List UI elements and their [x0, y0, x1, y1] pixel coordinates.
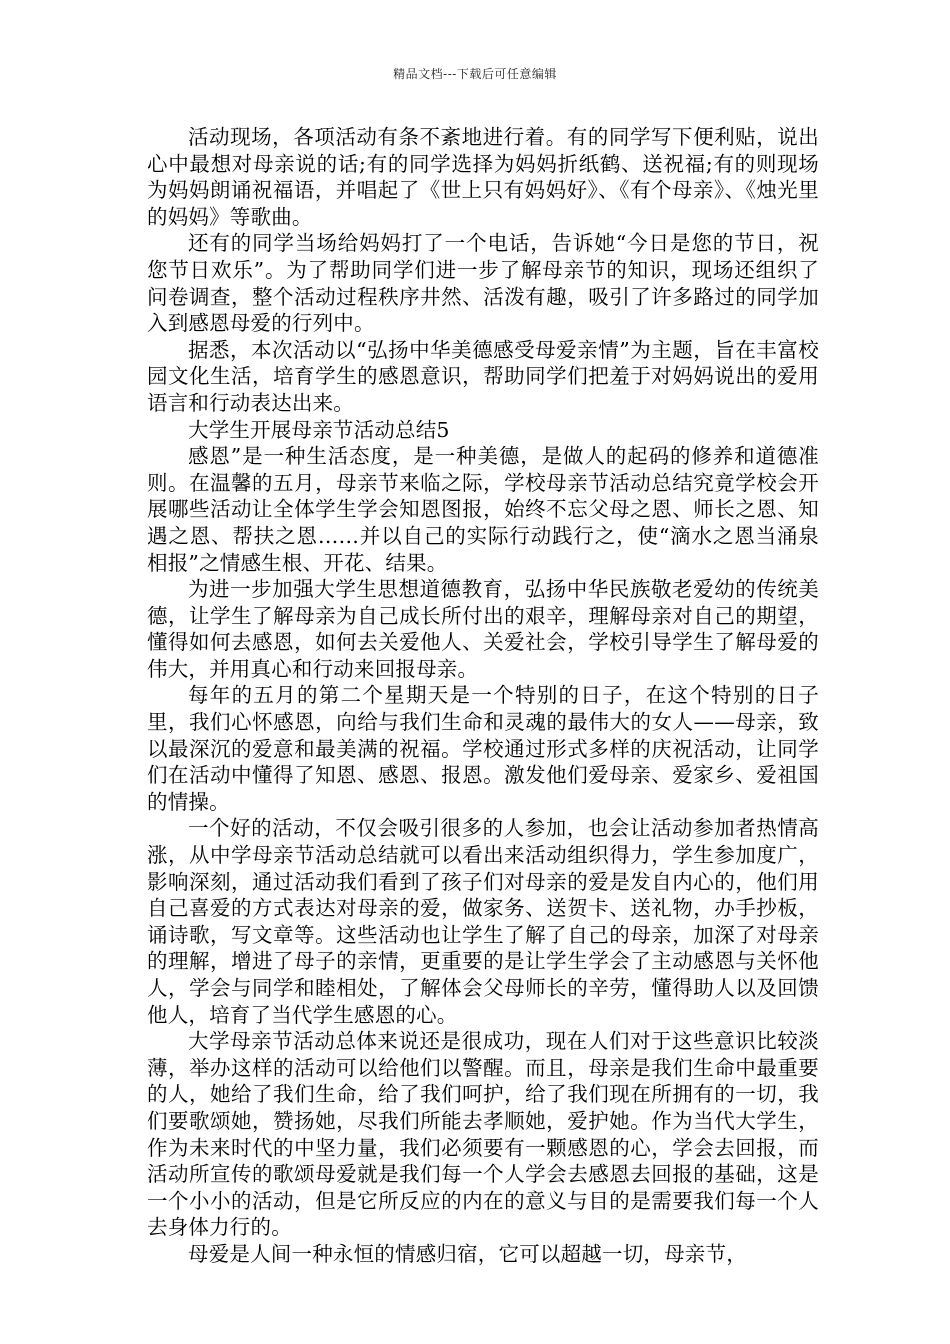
paragraph-theme: 据悉，本次活动以“弘扬中华美德感受母爱亲情”为主题，旨在丰富校园文化生活，培育学生的感恩意识，帮助同学们把羞于对妈妈说出的爱用语言和行动表达出来。	[147, 337, 819, 415]
document-body	[147, 124, 819, 1268]
paragraph-activity-scene: 活动现场，各项活动有条不紊地进行着。有的同学写下便利贴，说出心中最想对母亲说的话;有的同学选择为妈妈折纸鹤、送祝福;有的则现场为妈妈朗诵祝福语，并唱起了《世上只有妈妈好》、《有个母亲》、《烛光里的妈妈》等歌曲。	[147, 125, 819, 229]
paragraph-mothers-love: 母爱是人间一种永恒的情感归宿，它可以超越一切，母亲节，	[188, 1241, 747, 1266]
paragraph-phone-call: 还有的同学当场给妈妈打了一个电话，告诉她“今日是您的节日，祝您节日欢乐”。为了帮助同学们进一步了解母亲节的知识，现场还组织了问卷调查，整个活动过程秩序井然、活泼有趣，吸引了许多路过的同学加入到感恩母爱的行列中。	[147, 231, 819, 336]
page-header: 精品文档---下载后可任意编辑	[393, 67, 557, 81]
section-heading: 大学生开展母亲节活动总结5	[188, 417, 450, 442]
paragraph-moral-education: 为进一步加强大学生思想道德教育，弘扬中华民族敬老爱幼的传统美德，让学生了解母亲为自己成长所付出的艰辛，理解母亲对自己的期望，懂得如何去感恩，如何去关爱他人、关爱社会，学校引导学生了解母爱的伟大，并用真心和行动来回报母亲。	[147, 577, 819, 681]
paragraph-gratitude: 感恩”是一种生活态度，是一种美德，是做人的起码的修养和道德准则。在温馨的五月，母亲节来临之际，学校母亲节活动总结究竟学校会开展哪些活动让全体学生学会知恩图报，始终不忘父母之恩、师长之恩、知遇之恩、帮扶之恩……并以自己的实际行动践行之，使“滴水之恩当涌泉相报”之情感生根、开花、结果。	[147, 444, 819, 575]
paragraph-good-activity: 一个好的活动，不仅会吸引很多的人参加，也会让活动参加者热情高涨，从中学母亲节活动总结就可以看出来活动组织得力，学生参加度广，影响深刻，通过活动我们看到了孩子们对母亲的爱是发自内心的，他们用自己喜爱的方式表达对母亲的爱，做家务、送贺卡、送礼物，办手抄板，诵诗歌，写文章等。这些活动也让学生了解了自己的母亲，加深了对母亲的理解，增进了母子的亲情，更重要的是让学生学会了主动感恩与关怀他人，学会与同学和睦相处，了解体会父母师长的辛劳，懂得助人以及回馈他人，培育了当代学生感恩的心。	[147, 816, 819, 1027]
paragraph-summary: 大学母亲节活动总体来说还是很成功，现在人们对于这些意识比较淡薄，举办这样的活动可以给他们以警醒。而且，母亲是我们生命中最重要的人，她给了我们生命，给了我们呵护，给了我们现在所拥有的一切，我们要歌颂她，赞扬她，尽我们所能去孝顺她，爱护她。作为当代大学生，作为未来时代的中坚力量，我们必须要有一颗感恩的心，学会去回报，而活动所宣传的歌颂母爱就是我们每一个人学会去感恩去回报的基础，这是一个小小的活动，但是它所反应的内在的意义与目的是需要我们每一个人去身体力行的。	[147, 1029, 819, 1240]
paragraph-special-day: 每年的五月的第二个星期天是一个特别的日子，在这个特别的日子里，我们心怀感恩，向给与我们生命和灵魂的最伟大的女人——母亲，致以最深沉的爱意和最美满的祝福。学校通过形式多样的庆祝活动，让同学们在活动中懂得了知恩、感恩、报恩。激发他们爱母亲、爱家乡、爱祖国的情操。	[147, 683, 819, 814]
